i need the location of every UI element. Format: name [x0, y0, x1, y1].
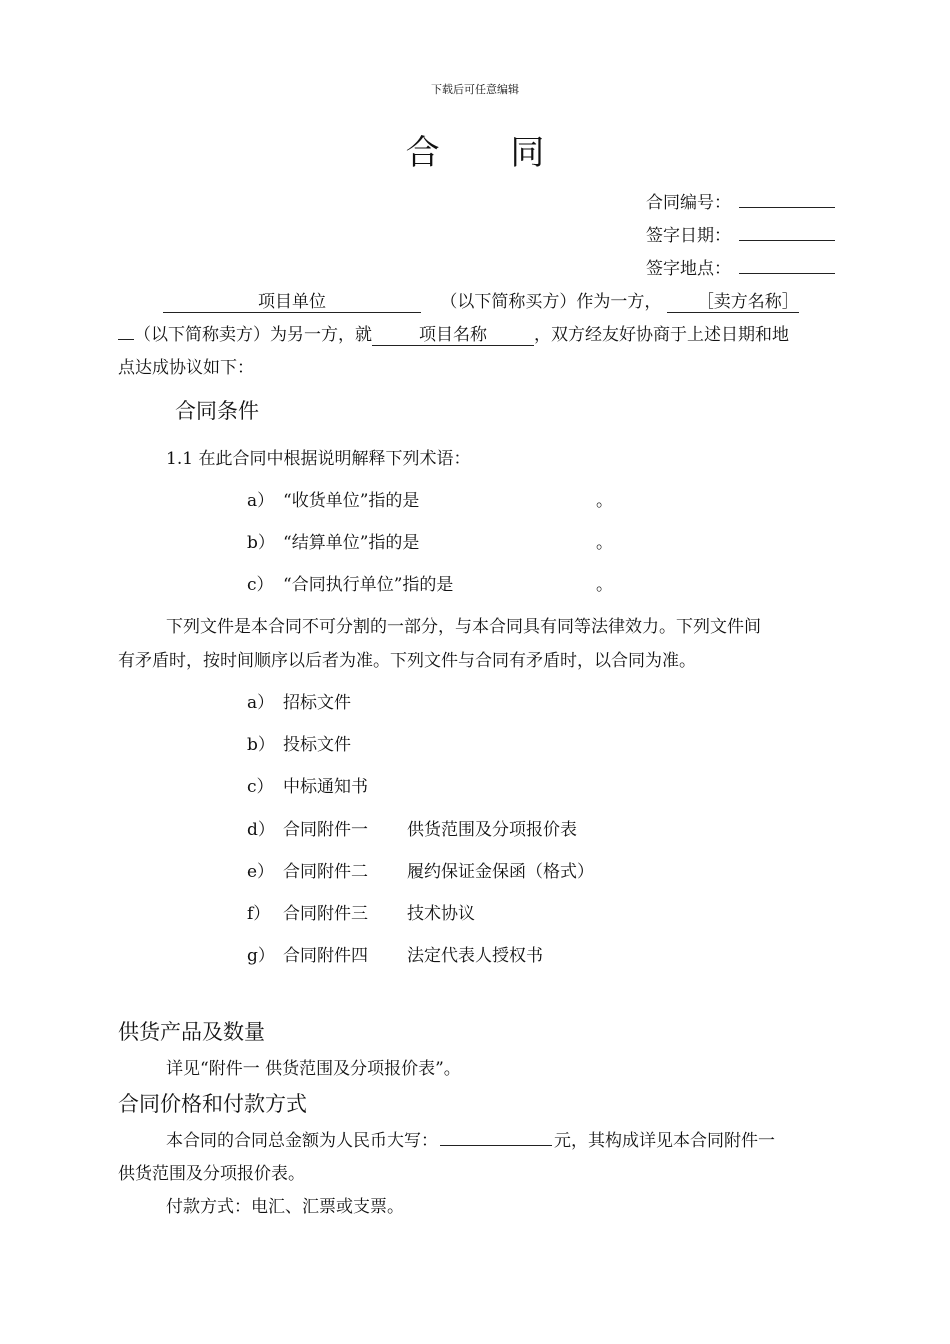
doc-name: 合同附件四	[283, 946, 368, 966]
doc-item	[247, 815, 577, 840]
sign-date-row	[646, 221, 835, 246]
sign-place-label: 签字地点：	[646, 259, 731, 279]
section-heading-supply-products: 供货产品及数量	[118, 1020, 265, 1044]
sign-date-field[interactable]	[739, 226, 835, 241]
contract-no-label: 合同编号：	[646, 193, 731, 213]
clause-1-1: 1.1 在此合同中根据说明解释下列术语：	[166, 449, 471, 469]
doc-mark: b）	[247, 735, 275, 755]
sign-place-field[interactable]	[739, 259, 835, 274]
payment-method: 付款方式：电汇、汇票或支票。	[166, 1197, 404, 1217]
term-end: 。	[596, 575, 613, 595]
documents-paragraph-line-1: 下列文件是本合同不可分割的一部分，与本合同具有同等法律效力。下列文件间	[166, 617, 761, 637]
doc-item	[247, 941, 543, 966]
section-heading-price-payment: 合同价格和付款方式	[118, 1092, 307, 1116]
term-item	[247, 570, 453, 595]
term-text: “结算单位”指的是	[283, 533, 420, 553]
seller-field[interactable]: ［卖方名称］	[667, 292, 799, 313]
price-line-2: 供货范围及分项报价表。	[118, 1164, 305, 1184]
total-amount-field[interactable]	[440, 1129, 552, 1146]
intro-line-2	[118, 320, 789, 346]
doc-mark: g）	[247, 946, 275, 966]
doc-mark: e）	[247, 862, 275, 882]
seller-field-tail	[118, 339, 134, 340]
sign-place-row	[646, 254, 835, 279]
doc-name: 招标文件	[283, 693, 351, 713]
doc-name: 合同附件二	[283, 862, 368, 882]
term-text: “收货单位”指的是	[283, 491, 420, 511]
doc-mark: f）	[247, 904, 271, 924]
contract-no-row	[646, 188, 835, 213]
buyer-field[interactable]: 项目单位	[163, 292, 421, 313]
term-mark: b）	[247, 533, 275, 553]
doc-name: 中标通知书	[283, 777, 368, 797]
price-line-1	[166, 1126, 775, 1151]
doc-desc: 技术协议	[407, 904, 475, 924]
term-mark: c）	[247, 575, 274, 595]
doc-desc: 法定代表人授权书	[407, 946, 543, 966]
buyer-suffix: （以下简称买方）作为一方，	[440, 292, 662, 312]
doc-item	[247, 857, 594, 882]
section-heading-contract-conditions: 合同条件	[175, 399, 259, 423]
doc-name: 合同附件一	[283, 820, 368, 840]
doc-name: 投标文件	[283, 735, 351, 755]
doc-item	[247, 772, 407, 797]
intro-line-2-prefix: （以下简称卖方）为另一方，就	[134, 325, 372, 345]
header-note: 下载后可任意编辑	[431, 83, 519, 96]
doc-mark: d）	[247, 820, 275, 840]
doc-mark: c）	[247, 777, 274, 797]
doc-item	[247, 730, 407, 755]
project-field[interactable]: 项目名称	[372, 325, 534, 346]
doc-desc: 供货范围及分项报价表	[407, 820, 577, 840]
term-item	[247, 486, 419, 511]
intro-line-1	[163, 287, 799, 313]
price-prefix: 本合同的合同总金额为人民币大写：	[166, 1131, 438, 1151]
doc-item	[247, 688, 407, 713]
supply-products-text: 详见“附件一 供货范围及分项报价表”。	[166, 1059, 461, 1079]
sign-date-label: 签字日期：	[646, 226, 731, 246]
intro-line-3: 点达成协议如下：	[118, 358, 254, 378]
term-text: “合同执行单位”指的是	[283, 575, 454, 595]
term-end: 。	[596, 533, 613, 553]
doc-desc: 履约保证金保函（格式）	[407, 862, 594, 882]
intro-line-2-suffix: ，双方经友好协商于上述日期和地	[534, 325, 789, 345]
term-mark: a）	[247, 491, 275, 511]
document-title: 合 同	[405, 133, 575, 173]
price-suffix: 元，其构成详见本合同附件一	[554, 1131, 775, 1151]
term-end: 。	[596, 491, 613, 511]
documents-paragraph-line-2: 有矛盾时，按时间顺序以后者为准。下列文件与合同有矛盾时，以合同为准。	[118, 651, 696, 671]
doc-mark: a）	[247, 693, 275, 713]
term-item	[247, 528, 419, 553]
doc-name: 合同附件三	[283, 904, 368, 924]
doc-item	[247, 899, 475, 924]
contract-no-field[interactable]	[739, 193, 835, 208]
